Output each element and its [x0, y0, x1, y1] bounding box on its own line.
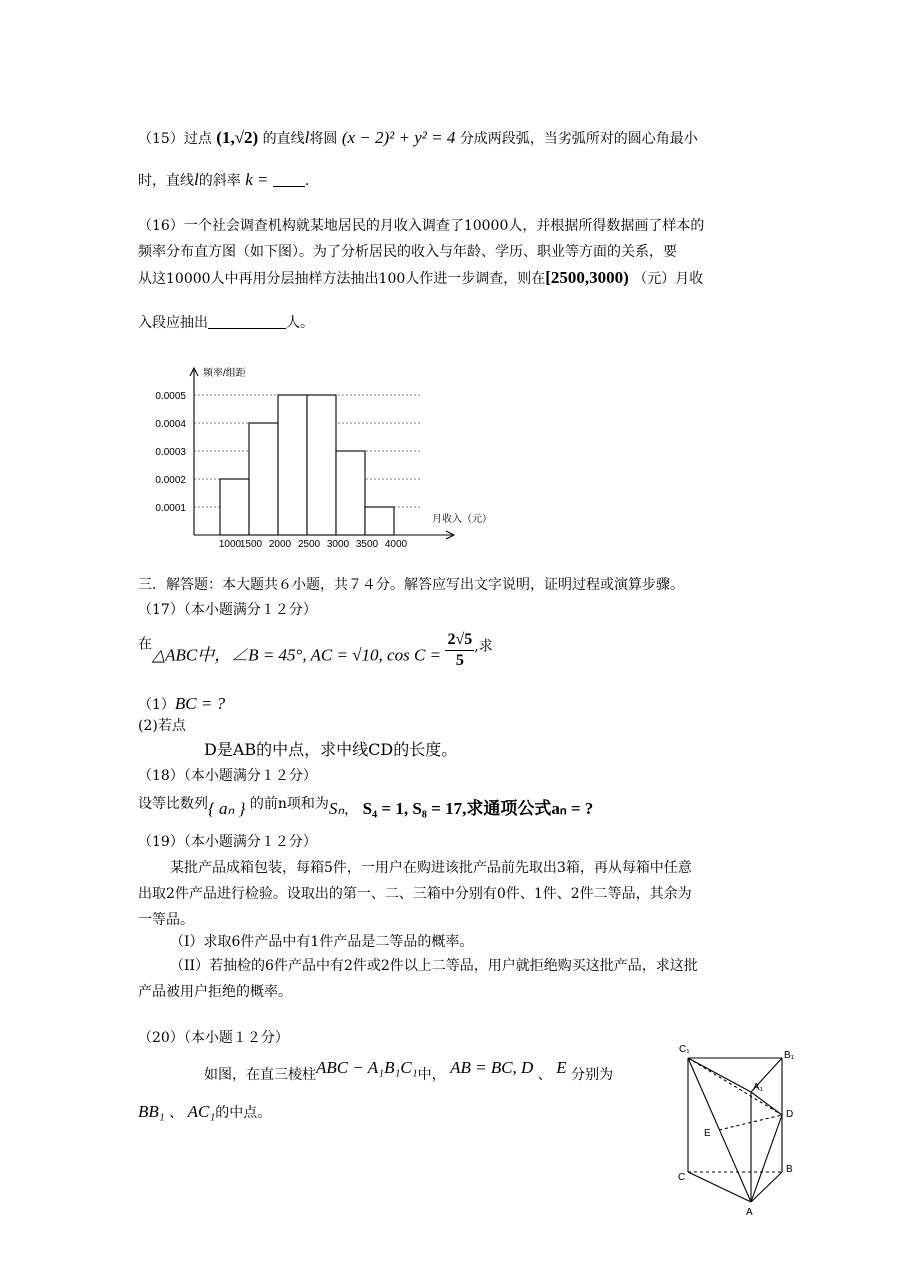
bar-2000-2500	[278, 395, 307, 535]
q15-line2: 时，直线l的斜率 k = .	[138, 170, 310, 189]
y-tick-label-1: 0.0001	[155, 503, 186, 514]
label-e: E	[704, 1128, 711, 1139]
edge-c1-a	[688, 1058, 751, 1202]
line-l: l	[304, 128, 310, 147]
label-c1: C₁	[679, 1044, 690, 1055]
q19-line1: 某批产品成箱包装，每箱5件，一用户在购进该批产品前先取出3箱，再从每箱中任意	[170, 860, 692, 876]
q16-line2: 频率分布直方图（如下图）。为了分析居民的收入与年龄、学历、职业等方面的关系，要	[138, 244, 677, 260]
edge-c1-a1	[688, 1058, 751, 1092]
q19-line6: 产品被用户拒绝的概率。	[138, 984, 292, 1000]
y-tick-label-3: 0.0003	[155, 447, 186, 458]
answer-blank-16[interactable]	[208, 314, 286, 329]
x-tick-label-1500: 1500	[239, 539, 263, 550]
x-axis-arrow	[446, 531, 454, 539]
income-interval: [2500,3000)	[545, 268, 629, 287]
q15-number: （15）	[138, 131, 184, 147]
histogram-axes	[190, 368, 454, 539]
q16-line4: 入段应抽出 人。	[138, 315, 314, 331]
q16-line1: （16）一个社会调查机构就某地居民的月收入调查了10000人，并根据所得数据画了样本的	[138, 218, 705, 234]
circle-equation: (x − 2)² + y² = 4	[341, 128, 456, 147]
prism-name: ABC − A₁B₁C₁	[316, 1058, 418, 1077]
answer-blank-15[interactable]	[273, 172, 305, 187]
y-tick-label-4: 0.0004	[155, 419, 186, 430]
histogram-y-ticks	[155, 391, 186, 514]
x-tick-label-3500: 3500	[355, 539, 379, 550]
edge-c-a	[688, 1172, 751, 1202]
y-tick-label-2: 0.0002	[155, 475, 186, 486]
histogram-x-label: 月收入（元）	[432, 514, 492, 525]
q15-point: (1,√2)	[216, 128, 259, 147]
edge-a1-b1	[751, 1058, 782, 1092]
histogram-y-label: 频率/组距	[203, 368, 246, 379]
x-tick-label-2000: 2000	[268, 539, 292, 550]
bar-1500-2000	[249, 423, 278, 535]
label-c: C	[678, 1172, 686, 1183]
edge-a-b	[751, 1172, 782, 1202]
edge-a1-d	[751, 1092, 782, 1115]
q18-statement: 设等比数列{ aₙ } 的前n项和为Sₙ， S₄ = 1, S₈ = 17,求通项公式aₙ = ?	[138, 796, 594, 818]
q20-line1: 如图，在直三棱柱ABC − A₁B₁C₁中， AB = BC, D 、 E 分别为	[204, 1058, 614, 1083]
label-a1: A₁	[753, 1082, 764, 1093]
bar-1000-1500	[220, 479, 249, 535]
q19-part2: （II）若抽检的6件产品中有2件或2件以上二等品，用户就拒绝购买这批产品，求这批	[170, 958, 698, 974]
q17-part1: （1）BC = ?	[138, 694, 226, 713]
q17-heading: （17）（本小题满分１２分）	[138, 602, 317, 618]
q19-part1: （I）求取6件产品中有1件产品是二等品的概率。	[170, 934, 474, 950]
bar-3000-3500	[336, 451, 365, 535]
label-d: D	[786, 1109, 794, 1120]
histogram-grid	[194, 395, 420, 507]
edge-e-d-hidden	[719, 1115, 782, 1130]
histogram-bars	[220, 395, 394, 535]
label-a: A	[746, 1207, 753, 1218]
q20-heading: （20）（本小题１２分）	[138, 1030, 289, 1046]
q19-heading: （19）（本小题满分１２分）	[138, 834, 317, 850]
y-axis-arrow	[190, 368, 198, 376]
bar-2500-3000	[307, 395, 336, 535]
slope-k: k =	[245, 170, 269, 189]
edge-a-d	[751, 1115, 782, 1202]
edge-c1-d-hidden	[688, 1058, 782, 1115]
x-tick-label-4000: 4000	[384, 539, 408, 550]
label-b1: B₁	[784, 1050, 795, 1061]
q17-statement: 在△ABC中，∠B = 45°, AC = √10, cos C = $\frac{2√5}{5}$ ,求	[138, 631, 493, 669]
label-b: B	[786, 1164, 793, 1175]
q20-line2: BB₁ 、 AC₁的中点。	[138, 1102, 272, 1121]
section-three-heading: 三．解答题：本大题共６小题，共７４分。解答应写出文字说明，证明过程或演算步骤。	[138, 577, 684, 593]
bar-3500-4000	[365, 507, 394, 535]
q15-line1: （15）过点 (1,√2) 的直线l将圆 (x − 2)² + y² = 4 分成两段弧，当劣弧所对的圆心角最小	[138, 128, 698, 147]
x-tick-label-2500: 2500	[297, 539, 321, 550]
x-tick-label-3000: 3000	[326, 539, 350, 550]
q17-part2: (2)若点 D是AB的中点，求中线CD的长度。	[138, 718, 458, 759]
triangle-conditions: △ABC中，∠B = 45°, AC = √10, cos C =	[152, 645, 442, 665]
q18-heading: （18）（本小题满分１２分）	[138, 768, 317, 784]
sequence-a: { aₙ }	[208, 799, 246, 818]
sum-conditions: S₄ = 1, S₈ = 17,求通项公式aₙ = ?	[362, 799, 594, 818]
y-tick-label-5: 0.0005	[155, 391, 186, 402]
histogram-x-ticks	[219, 539, 408, 550]
q16-line3: 从这10000人中再用分层抽样方法抽出100人作进一步调查，则在[2500,3000) （元）月收	[138, 268, 704, 287]
x-tick-label-1000: 1000	[218, 539, 242, 550]
cos-fraction: $\frac{2√5}{5}$	[447, 631, 473, 669]
q19-line2: 出取2件产品进行检验。设取出的第一、二、三箱中分别有0件、1件、2件二等品，其余为	[138, 886, 692, 902]
q19-line3: 一等品。	[138, 912, 194, 928]
